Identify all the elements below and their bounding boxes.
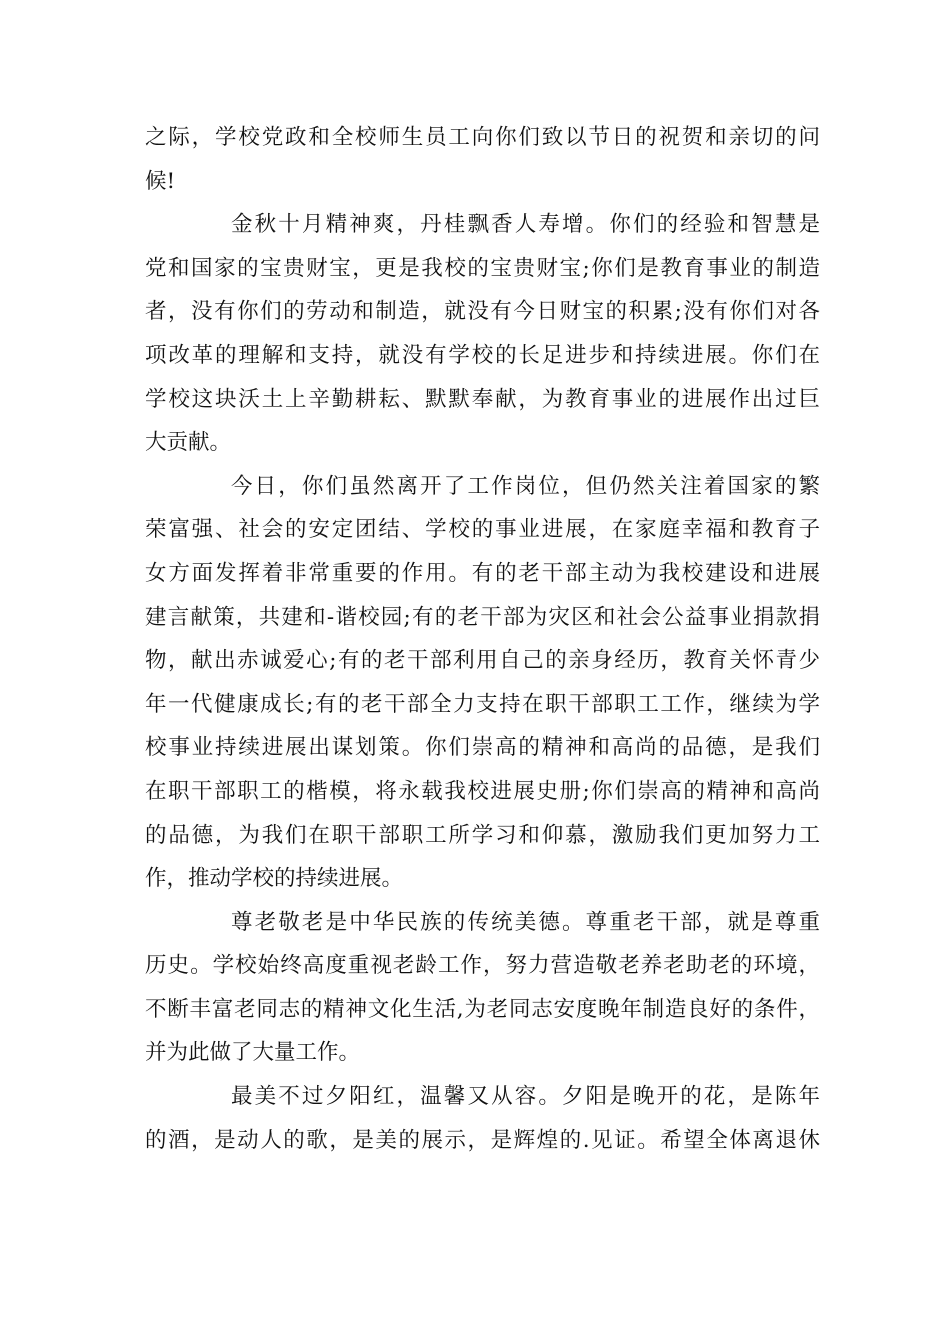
text-line: 金秋十月精神爽，丹桂飘香人寿增。你们的经验和智慧是 [231, 212, 820, 238]
text-line: 项改革的理解和支持，就没有学校的长足进步和持续进展。你们在 [145, 342, 820, 368]
text-line: 年一代健康成长;有的老干部全力支持在职干部职工工作，继续为学 [145, 691, 820, 717]
text-line: 之际，学校党政和全校师生员工向你们致以节日的祝贺和亲切的问 [145, 125, 820, 150]
text-line: 女方面发挥着非常重要的作用。有的老干部主动为我校建设和进展 [145, 560, 820, 586]
text-line: 今日，你们虽然离开了工作岗位，但仍然关注着国家的繁 [231, 473, 820, 499]
text-line: 建言献策，共建和-谐校园;有的老干部为灾区和社会公益事业捐款捐 [145, 604, 820, 630]
text-line: 最美不过夕阳红，温馨又从容。夕阳是晚开的花，是陈年 [231, 1084, 820, 1110]
text-line: 的品德，为我们在职干部职工所学习和仰慕，激励我们更加努力工 [145, 822, 820, 848]
text-line: 在职干部职工的楷模，将永载我校进展史册;你们崇高的精神和高尚 [145, 778, 820, 804]
text-line: 尊老敬老是中华民族的传统美德。尊重老干部，就是尊重 [231, 909, 820, 935]
text-line: 并为此做了大量工作。 [145, 1040, 361, 1066]
text-line: 不断丰富老同志的精神文化生活,为老同志安度晚年制造良好的条件， [145, 996, 820, 1022]
text-line: 校事业持续进展出谋划策。你们崇高的精神和高尚的品德，是我们 [145, 735, 820, 761]
text-line: 的酒，是动人的歌，是美的展示，是辉煌的.见证。希望全体离退休 [145, 1127, 820, 1153]
body-text [145, 116, 820, 1162]
text-line: 候! [145, 168, 176, 194]
text-line: 大贡献。 [145, 430, 232, 456]
text-line: 历史。学校始终高度重视老龄工作，努力营造敬老养老助老的环境， [145, 953, 820, 979]
text-line: 物，献出赤诚爱心;有的老干部利用自己的亲身经历，教育关怀青少 [145, 648, 820, 674]
text-line: 荣富强、社会的安定团结、学校的事业进展，在家庭幸福和教育子 [145, 517, 820, 543]
text-line: 学校这块沃土上辛勤耕耘、默默奉献，为教育事业的进展作出过巨 [145, 386, 820, 412]
text-line: 者，没有你们的劳动和制造，就没有今日财宝的积累;没有你们对各 [145, 299, 820, 325]
text-line: 党和国家的宝贵财宝，更是我校的宝贵财宝;你们是教育事业的制造 [145, 255, 820, 281]
text-line: 作，推动学校的持续进展。 [145, 866, 404, 892]
